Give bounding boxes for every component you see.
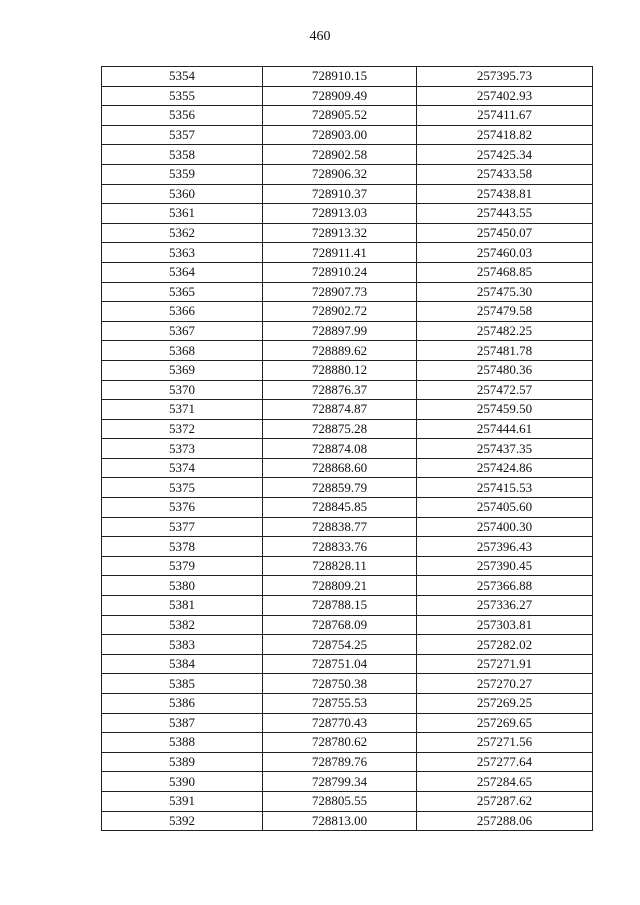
x-coordinate-cell: 728913.32 [263,223,417,243]
x-coordinate-cell: 728755.53 [263,694,417,714]
x-coordinate-cell: 728910.37 [263,184,417,204]
point-number-cell: 5359 [102,164,263,184]
y-coordinate-cell: 257400.30 [417,517,593,537]
x-coordinate-cell: 728809.21 [263,576,417,596]
x-coordinate-cell: 728907.73 [263,282,417,302]
point-number-cell: 5354 [102,67,263,87]
point-number-cell: 5383 [102,635,263,655]
y-coordinate-cell: 257472.57 [417,380,593,400]
table-row [102,713,593,733]
point-number-cell: 5381 [102,596,263,616]
table-row [102,184,593,204]
x-coordinate-cell: 728913.03 [263,204,417,224]
table-row [102,67,593,87]
table-row [102,596,593,616]
table-row [102,674,593,694]
table-row [102,204,593,224]
x-coordinate-cell: 728909.49 [263,86,417,106]
x-coordinate-cell: 728874.87 [263,400,417,420]
y-coordinate-cell: 257271.91 [417,654,593,674]
x-coordinate-cell: 728789.76 [263,752,417,772]
point-number-cell: 5355 [102,86,263,106]
table-row [102,164,593,184]
y-coordinate-cell: 257270.27 [417,674,593,694]
x-coordinate-cell: 728750.38 [263,674,417,694]
y-coordinate-cell: 257288.06 [417,811,593,831]
point-number-cell: 5369 [102,360,263,380]
table-row [102,635,593,655]
y-coordinate-cell: 257443.55 [417,204,593,224]
table-row [102,419,593,439]
x-coordinate-cell: 728838.77 [263,517,417,537]
y-coordinate-cell: 257282.02 [417,635,593,655]
y-coordinate-cell: 257482.25 [417,321,593,341]
point-number-cell: 5358 [102,145,263,165]
coordinates-table [101,66,593,831]
point-number-cell: 5391 [102,791,263,811]
y-coordinate-cell: 257269.25 [417,694,593,714]
x-coordinate-cell: 728845.85 [263,498,417,518]
x-coordinate-cell: 728768.09 [263,615,417,635]
point-number-cell: 5362 [102,223,263,243]
x-coordinate-cell: 728805.55 [263,791,417,811]
x-coordinate-cell: 728770.43 [263,713,417,733]
y-coordinate-cell: 257415.53 [417,478,593,498]
y-coordinate-cell: 257459.50 [417,400,593,420]
y-coordinate-cell: 257479.58 [417,302,593,322]
point-number-cell: 5384 [102,654,263,674]
table-row [102,517,593,537]
point-number-cell: 5370 [102,380,263,400]
table-row [102,458,593,478]
y-coordinate-cell: 257424.86 [417,458,593,478]
point-number-cell: 5357 [102,125,263,145]
point-number-cell: 5389 [102,752,263,772]
table-row [102,537,593,557]
table-row [102,145,593,165]
point-number-cell: 5356 [102,106,263,126]
table-row [102,380,593,400]
y-coordinate-cell: 257396.43 [417,537,593,557]
point-number-cell: 5360 [102,184,263,204]
y-coordinate-cell: 257460.03 [417,243,593,263]
point-number-cell: 5388 [102,733,263,753]
point-number-cell: 5377 [102,517,263,537]
table-row [102,576,593,596]
point-number-cell: 5371 [102,400,263,420]
table-row [102,223,593,243]
x-coordinate-cell: 728902.58 [263,145,417,165]
x-coordinate-cell: 728813.00 [263,811,417,831]
table-row [102,733,593,753]
table-row [102,615,593,635]
table-row [102,772,593,792]
y-coordinate-cell: 257390.45 [417,556,593,576]
table-row [102,302,593,322]
y-coordinate-cell: 257269.65 [417,713,593,733]
y-coordinate-cell: 257405.60 [417,498,593,518]
y-coordinate-cell: 257433.58 [417,164,593,184]
x-coordinate-cell: 728905.52 [263,106,417,126]
point-number-cell: 5375 [102,478,263,498]
y-coordinate-cell: 257425.34 [417,145,593,165]
x-coordinate-cell: 728880.12 [263,360,417,380]
point-number-cell: 5378 [102,537,263,557]
table-row [102,125,593,145]
x-coordinate-cell: 728868.60 [263,458,417,478]
point-number-cell: 5361 [102,204,263,224]
table-row [102,243,593,263]
y-coordinate-cell: 257277.64 [417,752,593,772]
table-row [102,400,593,420]
y-coordinate-cell: 257402.93 [417,86,593,106]
table-row [102,498,593,518]
point-number-cell: 5372 [102,419,263,439]
x-coordinate-cell: 728859.79 [263,478,417,498]
y-coordinate-cell: 257450.07 [417,223,593,243]
y-coordinate-cell: 257437.35 [417,439,593,459]
x-coordinate-cell: 728876.37 [263,380,417,400]
point-number-cell: 5373 [102,439,263,459]
y-coordinate-cell: 257480.36 [417,360,593,380]
y-coordinate-cell: 257336.27 [417,596,593,616]
point-number-cell: 5380 [102,576,263,596]
point-number-cell: 5367 [102,321,263,341]
x-coordinate-cell: 728897.99 [263,321,417,341]
x-coordinate-cell: 728828.11 [263,556,417,576]
point-number-cell: 5376 [102,498,263,518]
x-coordinate-cell: 728875.28 [263,419,417,439]
point-number-cell: 5364 [102,262,263,282]
y-coordinate-cell: 257468.85 [417,262,593,282]
table-row [102,556,593,576]
point-number-cell: 5374 [102,458,263,478]
y-coordinate-cell: 257411.67 [417,106,593,126]
table-row [102,282,593,302]
table-row [102,86,593,106]
table-row [102,106,593,126]
y-coordinate-cell: 257366.88 [417,576,593,596]
point-number-cell: 5392 [102,811,263,831]
y-coordinate-cell: 257418.82 [417,125,593,145]
point-number-cell: 5365 [102,282,263,302]
table-row [102,752,593,772]
y-coordinate-cell: 257271.56 [417,733,593,753]
table-body [102,67,593,831]
x-coordinate-cell: 728788.15 [263,596,417,616]
point-number-cell: 5387 [102,713,263,733]
table-row [102,439,593,459]
y-coordinate-cell: 257438.81 [417,184,593,204]
y-coordinate-cell: 257481.78 [417,341,593,361]
x-coordinate-cell: 728910.24 [263,262,417,282]
table-row [102,341,593,361]
x-coordinate-cell: 728889.62 [263,341,417,361]
table-row [102,791,593,811]
x-coordinate-cell: 728751.04 [263,654,417,674]
point-number-cell: 5368 [102,341,263,361]
y-coordinate-cell: 257287.62 [417,791,593,811]
y-coordinate-cell: 257395.73 [417,67,593,87]
y-coordinate-cell: 257284.65 [417,772,593,792]
point-number-cell: 5366 [102,302,263,322]
table-row [102,478,593,498]
x-coordinate-cell: 728754.25 [263,635,417,655]
x-coordinate-cell: 728906.32 [263,164,417,184]
y-coordinate-cell: 257303.81 [417,615,593,635]
x-coordinate-cell: 728799.34 [263,772,417,792]
table-row [102,360,593,380]
x-coordinate-cell: 728874.08 [263,439,417,459]
x-coordinate-cell: 728780.62 [263,733,417,753]
table-row [102,811,593,831]
y-coordinate-cell: 257475.30 [417,282,593,302]
point-number-cell: 5382 [102,615,263,635]
page-number: 460 [309,29,331,44]
x-coordinate-cell: 728911.41 [263,243,417,263]
table-row [102,262,593,282]
point-number-cell: 5379 [102,556,263,576]
x-coordinate-cell: 728902.72 [263,302,417,322]
table-row [102,321,593,341]
point-number-cell: 5363 [102,243,263,263]
point-number-cell: 5386 [102,694,263,714]
x-coordinate-cell: 728910.15 [263,67,417,87]
y-coordinate-cell: 257444.61 [417,419,593,439]
table-row [102,654,593,674]
point-number-cell: 5385 [102,674,263,694]
point-number-cell: 5390 [102,772,263,792]
table-row [102,694,593,714]
x-coordinate-cell: 728903.00 [263,125,417,145]
x-coordinate-cell: 728833.76 [263,537,417,557]
